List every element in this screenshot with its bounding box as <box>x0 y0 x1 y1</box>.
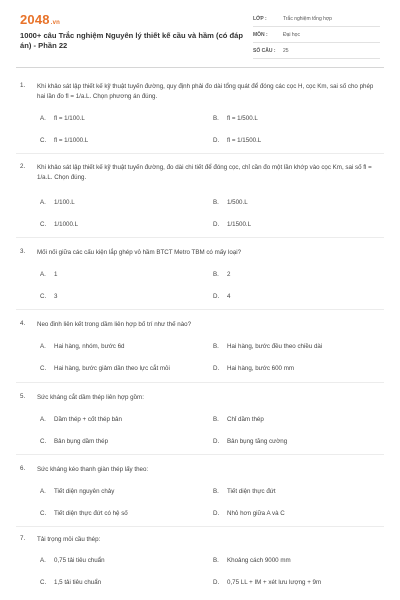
option-text: 1/500.L <box>227 199 248 206</box>
option-letter: B. <box>213 343 219 350</box>
option-c[interactable] <box>40 510 128 517</box>
option-text: Hai hàng, bước đều theo chiều dài <box>227 343 323 350</box>
option-text: Nhỏ hơn giữa A và C <box>227 510 285 517</box>
option-text: 1,5 tải tiêu chuẩn <box>54 579 102 586</box>
question-text: Tải trọng mỏi cầu thép: <box>37 536 101 543</box>
question-text: Mối nối giữa các cấu kiện lắp ghép vỏ hầm BTCT Metro TBM có mấy loại? <box>37 249 242 256</box>
option-letter: D. <box>213 137 220 144</box>
document-title: 1000+ câu Trắc nghiệm Nguyên lý thiết kế cầu và hầm (có đáp án) - Phần 22 <box>20 31 244 50</box>
option-c[interactable] <box>40 579 101 586</box>
option-text: fl = 1/1000.L <box>54 137 89 144</box>
option-letter: B. <box>213 271 219 278</box>
option-text: Tiết diện thực đứt có hệ số <box>54 510 128 517</box>
option-b[interactable] <box>213 557 291 564</box>
option-c[interactable] <box>40 293 57 300</box>
option-letter: B. <box>213 416 219 423</box>
logo-suffix: .vn <box>50 20 61 26</box>
option-d[interactable] <box>213 510 285 517</box>
option-d[interactable] <box>213 438 287 445</box>
option-text: 3 <box>54 293 58 300</box>
page-header <box>0 0 400 66</box>
meta-value: Trắc nghiệm tổng hợp <box>283 16 332 22</box>
option-letter: B. <box>213 115 219 122</box>
question-text: Sức kháng kéo thanh giàn thép lấy theo: <box>37 466 149 473</box>
option-d[interactable] <box>213 293 230 300</box>
option-letter: D. <box>213 365 220 372</box>
option-text: Khoảng cách 9000 mm <box>227 557 291 564</box>
option-letter: C. <box>40 579 47 586</box>
option-letter: C. <box>40 293 47 300</box>
option-b[interactable] <box>213 271 230 278</box>
option-letter: C. <box>40 438 47 445</box>
question-text: Sức kháng cắt dầm thép liên hợp gồm: <box>37 394 144 401</box>
option-letter: A. <box>40 115 46 122</box>
option-letter: D. <box>213 579 220 586</box>
site-logo[interactable] <box>20 12 60 27</box>
question-number: 6. <box>20 465 26 472</box>
option-d[interactable] <box>213 221 251 228</box>
option-text: fl = 1/500.L <box>227 115 258 122</box>
option-b[interactable] <box>213 416 264 423</box>
question-separator <box>16 454 384 455</box>
meta-row-class <box>253 13 380 27</box>
option-a[interactable] <box>40 343 124 350</box>
option-letter: B. <box>213 557 219 564</box>
question-separator <box>16 526 384 527</box>
logo-text: 2048 <box>20 12 50 27</box>
meta-info <box>253 13 380 61</box>
option-text: Bản bụng dầm thép <box>54 438 109 445</box>
option-c[interactable] <box>40 137 88 144</box>
option-text: Dầm thép + cốt thép bản <box>54 416 122 423</box>
option-text: 1/1000.L <box>54 221 79 228</box>
option-letter: C. <box>40 137 47 144</box>
option-text: Hai hàng, nhóm, bước 6d <box>54 343 125 350</box>
option-letter: C. <box>40 510 47 517</box>
option-text: 1/100.L <box>54 199 75 206</box>
option-text: 0,75 LL + IM + xét lưu lượng + 9m <box>227 579 322 586</box>
option-c[interactable] <box>40 365 170 372</box>
option-letter: C. <box>40 365 47 372</box>
option-letter: A. <box>40 416 46 423</box>
question-separator <box>16 382 384 383</box>
option-text: Bản bụng tăng cường <box>227 438 288 445</box>
option-letter: D. <box>213 438 220 445</box>
option-letter: A. <box>40 488 46 495</box>
option-a[interactable] <box>40 488 114 495</box>
option-d[interactable] <box>213 579 321 586</box>
question-number: 4. <box>20 320 26 327</box>
option-letter: A. <box>40 343 46 350</box>
header-divider <box>16 67 384 68</box>
option-text: 1 <box>54 271 58 278</box>
option-text: Tiết diện thực đứt <box>227 488 276 495</box>
option-letter: A. <box>40 271 46 278</box>
option-letter: A. <box>40 557 46 564</box>
option-a[interactable] <box>40 416 122 423</box>
option-text: fl = 1/100.L <box>54 115 85 122</box>
question-number: 3. <box>20 248 26 255</box>
question-number: 1. <box>20 82 26 89</box>
meta-label: MÔN : <box>253 32 268 38</box>
option-b[interactable] <box>213 343 322 350</box>
option-d[interactable] <box>213 137 261 144</box>
meta-label: SỐ CÂU : <box>253 48 276 54</box>
option-a[interactable] <box>40 271 57 278</box>
option-text: 2 <box>227 271 231 278</box>
meta-row-count <box>253 45 380 59</box>
option-text: Chỉ dầm thép <box>227 416 264 423</box>
option-d[interactable] <box>213 365 294 372</box>
question-separator <box>16 309 384 310</box>
option-b[interactable] <box>213 115 258 122</box>
option-letter: A. <box>40 199 46 206</box>
option-a[interactable] <box>40 557 105 564</box>
option-a[interactable] <box>40 115 85 122</box>
option-letter: B. <box>213 199 219 206</box>
option-c[interactable] <box>40 438 108 445</box>
question-separator <box>16 153 384 154</box>
option-b[interactable] <box>213 199 248 206</box>
option-text: 4 <box>227 293 231 300</box>
option-text: 0,75 tải tiêu chuẩn <box>54 557 105 564</box>
option-text: Hai hàng, bước 600 mm <box>227 365 295 372</box>
option-c[interactable] <box>40 221 78 228</box>
question-number: 2. <box>20 163 26 170</box>
meta-value: Đại học <box>283 32 300 38</box>
meta-value: 25 <box>283 48 289 54</box>
option-letter: D. <box>213 510 220 517</box>
option-text: Hai hàng, bước giảm dần theo lực cắt mỏi <box>54 365 170 372</box>
option-text: 1/1500.L <box>227 221 252 228</box>
meta-row-subject <box>253 29 380 43</box>
option-text: fl = 1/1500.L <box>227 137 262 144</box>
meta-label: LỚP : <box>253 16 267 22</box>
option-letter: D. <box>213 293 220 300</box>
option-letter: C. <box>40 221 47 228</box>
option-letter: B. <box>213 488 219 495</box>
question-text: Khi khảo sát lập thiết kế kỹ thuật tuyến đường, quy định phải đo dài tổng quát để đóng các cọc H, cọc Km, sai số cho phép hai lần đo fl = 1/a.L. Chọn phương án đúng. <box>37 83 374 100</box>
option-a[interactable] <box>40 199 75 206</box>
question-text: Khi khảo sát lập thiết kế kỹ thuật tuyến đường, đo dài chi tiết để đóng cọc, chỉ cần đo một lần khớp vào cọc Km, sai số fl = 1/a.L. Chọn đúng. <box>37 164 372 181</box>
option-text: Tiết diện nguyên chảy <box>54 488 115 495</box>
option-letter: D. <box>213 221 220 228</box>
option-b[interactable] <box>213 488 276 495</box>
question-separator <box>16 237 384 238</box>
question-text: Neo đinh liên kết trong dầm liên hợp bố trí như thế nào? <box>37 321 192 328</box>
question-number: 7. <box>20 535 26 542</box>
question-number: 5. <box>20 393 26 400</box>
